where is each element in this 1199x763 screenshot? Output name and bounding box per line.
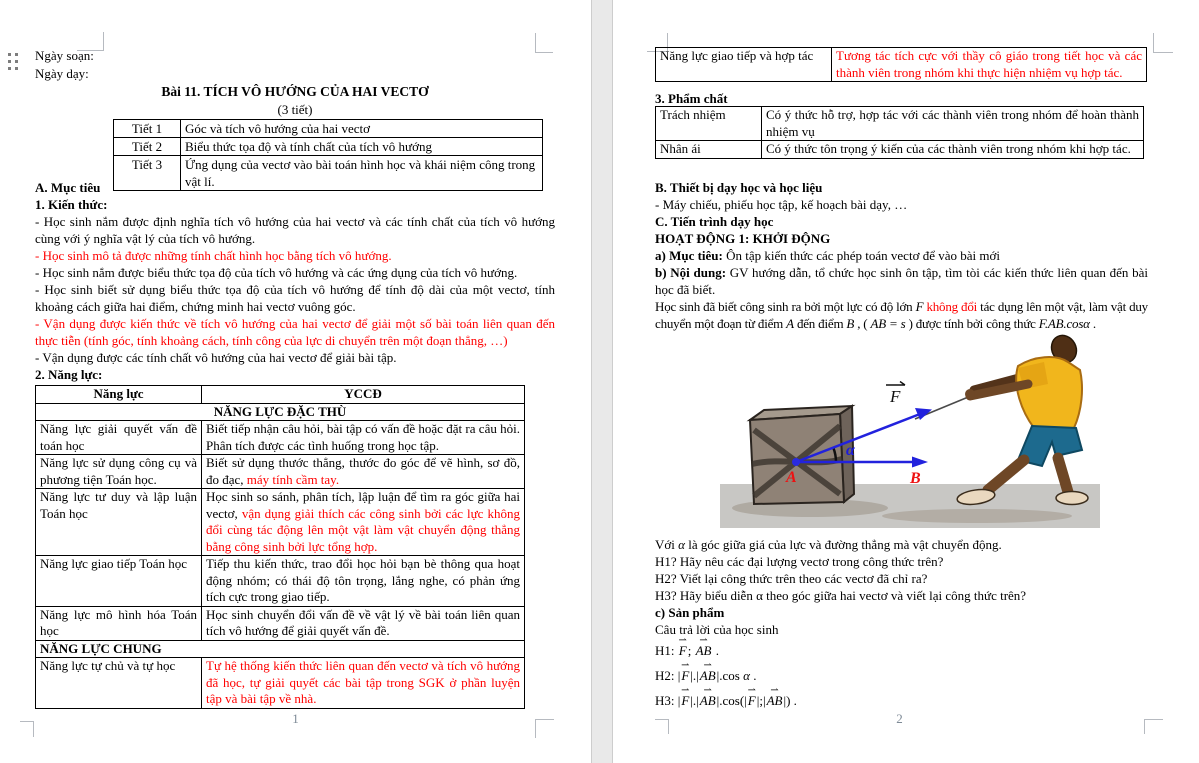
math-plain: | [677, 693, 681, 708]
page-number: 2 [896, 711, 903, 726]
capacity-desc-cell [762, 107, 1144, 141]
knowledge-paragraph: - Học sinh biết sử dụng biểu thức tọa độ của tích vô hướng để tính độ dài của một vectơ, tính khoảng cách giữa hai điểm, chứng minh hai vectơ vuông góc. [35, 282, 555, 314]
drag-handle-icon[interactable] [8, 53, 21, 73]
objectives-block [35, 179, 555, 383]
text-segment: . [1089, 316, 1096, 331]
discussion-block [655, 536, 1148, 638]
capacity-name-cell: Năng lực giao tiếp và hợp tác [656, 48, 832, 82]
text-segment: máy tính cầm tay. [246, 471, 340, 487]
math-plain: |) . [783, 693, 797, 708]
math-plain: |.| [690, 668, 699, 683]
knowledge-paragraph: - Học sinh nắm được biểu thức tọa độ của tích vô hướng và các ứng dụng của tích vô hướng. [35, 265, 518, 280]
answer-intro-line: Câu trả lời của học sinh [655, 622, 779, 637]
capacity-desc-cell [202, 556, 525, 607]
content-cell: Ứng dụng của vectơ vào bài toán hình học và khái niệm công trong vật lí. [181, 156, 543, 191]
capacity-rows-common [36, 658, 525, 709]
text-segment: vận dụng giải thích các công sinh bởi các lực không đổi cùng tác động lên một vật làm vật chuyển động thẳng bằng công sinh bởi lực tổng hợp. [206, 505, 521, 554]
section-product-heading: c) Sản phẩm [655, 605, 725, 620]
capacity-name-cell: Năng lực giao tiếp Toán học [36, 556, 202, 607]
margin-crop-mark [1153, 33, 1173, 53]
capacity-desc-cell [202, 455, 525, 489]
capacity-name-cell: Năng lực tự chủ và tự học [36, 658, 202, 709]
capacity-name-cell: Năng lực mô hình hóa Toán học [36, 606, 202, 640]
table-row [36, 606, 525, 640]
lesson-duration: (3 tiết) [277, 102, 313, 117]
answer-formula-line [655, 659, 1148, 684]
knowledge-paragraph: - Vận dụng được các tính chất vô hướng của hai vectơ để giải bài tập. [35, 350, 397, 365]
content-cell: Biểu thức tọa độ và tính chất của tích vô hướng [181, 138, 543, 156]
vector-symbol: F ⇀ [680, 668, 690, 684]
capacity-desc-cell [202, 489, 525, 556]
text-segment: Có ý thức hỗ trợ, hợp tác với các thành viên trong nhóm để hoàn thành nhiệm vụ [766, 107, 1139, 139]
table-row [656, 48, 1147, 82]
math-plain: ; [687, 643, 695, 658]
table-header-cell: Năng lực [36, 386, 202, 404]
group-header-cell: NĂNG LỰC CHUNG [36, 640, 525, 658]
margin-crop-mark [535, 33, 553, 53]
force-label: F [890, 387, 901, 406]
displacement-arrowhead [912, 457, 928, 468]
date-taught-line: Ngày dạy: [35, 66, 89, 81]
table-row [36, 658, 525, 709]
table-row [656, 107, 1144, 141]
period-cell: Tiết 3 [114, 156, 181, 191]
section-b-heading: B. Thiết bị dạy học và học liệu [655, 180, 823, 195]
knowledge-list [35, 213, 555, 366]
objective-line [655, 247, 1148, 264]
math-plain: |.| [690, 693, 699, 708]
hands [965, 389, 975, 399]
math-plain: |;| [756, 693, 766, 708]
text-segment: F [915, 299, 924, 314]
section-knowledge-heading: 1. Kiến thức: [35, 197, 108, 212]
section-a-heading: A. Mục tiêu [35, 180, 101, 195]
section-capacity-heading: 2. Năng lực: [35, 367, 103, 382]
text-segment: A [786, 316, 794, 331]
force-vector-arrow-icon [886, 382, 905, 386]
math-plain: . [749, 668, 757, 683]
knowledge-paragraph: - Vận dụng được kiến thức về tích vô hướng của hai vectơ để giải một số bài toán liên quan đến thực tiễn (tính góc, tính khoảng cách, tính công của lực di chuyển trên một đoạn thẳng, …) [35, 316, 555, 348]
capacity-rows-specific [36, 421, 525, 641]
intro-paragraph [655, 298, 1148, 332]
capacity-desc-cell [762, 141, 1144, 159]
capacity-name-cell: Năng lực giải quyết vấn đề toán học [36, 421, 202, 455]
shoe [1056, 492, 1088, 505]
answer-label: H1: [655, 643, 678, 658]
activity-block [655, 179, 1148, 332]
capacity-table-continuation [655, 47, 1147, 82]
capacity-desc-cell [202, 658, 525, 709]
vector-symbol: F ⇀ [680, 693, 690, 709]
text-segment: Biết sử dụng thước thẳng, thước đo góc để vẽ hình, sơ đồ, đo đạc, [206, 455, 520, 487]
answer-formula-line [655, 684, 1148, 709]
text-segment: Có ý thức tôn trọng ý kiến của các thành viên trong nhóm khi hợp tác. [766, 141, 1131, 156]
knowledge-paragraph: - Học sinh nắm được định nghĩa tích vô hướng của hai vectơ và các tính chất của tích vô hướng cùng với ý nghĩa vật lý của tích vô hướng. [35, 214, 555, 246]
capacity-name-cell: Năng lực tư duy và lập luận Toán học [36, 489, 202, 556]
point-a-dot [792, 458, 800, 466]
question-line: H2? Viết lại công thức trên theo các vectơ đã chỉ ra? [655, 571, 928, 586]
page-separator [591, 0, 613, 763]
text-segment: Với [655, 537, 679, 552]
period-cell: Tiết 2 [114, 138, 181, 156]
group-header-row [36, 403, 525, 421]
math-plain: | [677, 668, 681, 683]
questions-list [655, 553, 1148, 604]
date-drafted-line: Ngày soạn: [35, 48, 94, 63]
section-quality-heading: 3. Phẩm chất [655, 91, 728, 106]
capacity-desc-cell [202, 606, 525, 640]
page-number: 1 [292, 711, 299, 726]
person-pulling [956, 332, 1088, 507]
math-plain: |.cos [716, 668, 744, 683]
text-segment: GV hướng dẫn, tổ chức học sinh ôn tập, tìm tòi các kiến thức liên quan đến bài học đã biết. [655, 265, 1148, 297]
content-cell: Góc và tích vô hướng của hai vectơ [181, 120, 543, 138]
text-segment: AB = s [870, 316, 906, 331]
text-segment: là góc giữa giá của lực và đường thẳng mà vật chuyển động. [684, 537, 1002, 552]
section-c-heading: C. Tiến trình dạy học [655, 214, 774, 229]
figure-pulling-box [712, 332, 1112, 532]
text-segment: Ôn tập kiến thức các phép toán vectơ để vào bài mới [722, 248, 1000, 263]
math-plain: . [712, 643, 719, 658]
vector-symbol: F ⇀ [747, 693, 757, 709]
text-segment: Học sinh so sánh, phân tích, lập luận để tìm ra góc giữa hai vectơ, [206, 489, 520, 521]
table-row [114, 138, 543, 156]
capacity-name-cell: Năng lực sử dụng công cụ và phương tiện Toán học. [36, 455, 202, 489]
period-cell: Tiết 1 [114, 120, 181, 138]
answer-label: H3: [655, 693, 678, 708]
table-row [656, 141, 1144, 159]
answer-label: H2: [655, 668, 678, 683]
angle-label: α [846, 442, 855, 459]
math-plain: |.cos(| [716, 693, 747, 708]
vector-symbol: AB ⇀ [766, 693, 784, 709]
capacity-name-cell: Nhân ái [656, 141, 762, 159]
capacity-desc-cell [202, 421, 525, 455]
table-row [36, 421, 525, 455]
table-row [114, 120, 543, 138]
text-segment: đến điểm [793, 316, 847, 331]
text-segment: ) được tính bởi công thức [905, 316, 1039, 331]
question-line: H3? Hãy biểu diễn α theo góc giữa hai vectơ và viết lại công thức trên? [655, 588, 1027, 603]
vector-symbol: AB ⇀ [695, 643, 713, 659]
group-header-row [36, 640, 525, 658]
knowledge-paragraph: - Học sinh mô tả được những tính chất hình học bằng tích vô hướng. [35, 248, 392, 263]
text-segment: F.AB.cosα [1038, 316, 1090, 331]
table-row [36, 455, 525, 489]
text-segment: a) Mục tiêu: [655, 248, 723, 263]
text-segment: b) Nội dung: [655, 265, 727, 280]
quality-table [655, 106, 1144, 159]
answers-block [655, 634, 1148, 709]
text-segment: B [846, 316, 855, 331]
text-segment: không đổi [926, 299, 978, 314]
vector-symbol: AB ⇀ [699, 693, 717, 709]
math-italic: α [743, 668, 750, 683]
person-shadow [882, 509, 1072, 523]
cont-table-body [656, 48, 1147, 82]
question-line: H1? Hãy nêu các đại lượng vectơ trong công thức trên? [655, 554, 944, 569]
text-segment: α [678, 537, 685, 552]
vector-symbol: F ⇀ [678, 643, 688, 659]
equipment-line: - Máy chiếu, phiếu học tập, kế hoạch bài dạy, … [655, 197, 908, 212]
lesson-title: Bài 11. TÍCH VÔ HƯỚNG CỦA HAI VECTƠ [161, 84, 429, 99]
table-header-row [36, 386, 525, 404]
text-segment: Học sinh chuyển đổi vấn đề về vật lý về bài toán liên quan tích vô hướng để giải quyết vấn đề. [206, 606, 520, 638]
text-segment: Biết tiếp nhận câu hỏi, bài tập có vấn đề hoặc đặt ra câu hỏi. Phân tích được các tình huống trong học tập. [206, 421, 520, 453]
point-a-label: A [786, 469, 797, 486]
activity-title: HOẠT ĐỘNG 1: KHỞI ĐỘNG [655, 231, 831, 246]
group-header-cell: NĂNG LỰC ĐẶC THÙ [36, 403, 525, 421]
vector-symbol: AB ⇀ [699, 668, 717, 684]
text-segment: Tương tác tích cực với thầy cô giáo trong tiết học và các thành viên trong nhóm khi thực hiện nhiệm vụ hợp tác. [836, 48, 1142, 80]
table-header-cell: YCCĐ [202, 386, 525, 404]
quality-table-body [656, 107, 1144, 159]
stone-block [750, 406, 854, 504]
point-b-label: B [910, 470, 921, 487]
text-segment: Học sinh đã biết công sinh ra bởi một lực có độ lớn [655, 299, 916, 314]
answer-formula-line [655, 634, 1148, 659]
capacity-table [35, 385, 525, 709]
capacity-name-cell: Trách nhiệm [656, 107, 762, 141]
table-row [36, 556, 525, 607]
text-segment: Tự hệ thống kiến thức liên quan đến vectơ và tích vô hướng đã học, tự giải quyết các bài tập trong SGK ở phần luyện tập và bài tập về nhà. [206, 658, 520, 706]
table-row [36, 489, 525, 556]
text-segment: , ( [854, 316, 871, 331]
content-line [655, 264, 1148, 298]
capacity-desc-cell [832, 48, 1147, 82]
text-segment: tác dụng lên một vật, làm vật duy chuyển một đoạn từ điểm [655, 299, 1148, 331]
alpha-definition-line [655, 536, 1148, 553]
text-segment: Tiếp thu kiến thức, trao đổi học hỏi bạn bè thông qua hoạt động nhóm; có thái độ tôn trọng, lắng nghe, có phản ứng tích cực trong giao tiếp. [206, 556, 520, 604]
